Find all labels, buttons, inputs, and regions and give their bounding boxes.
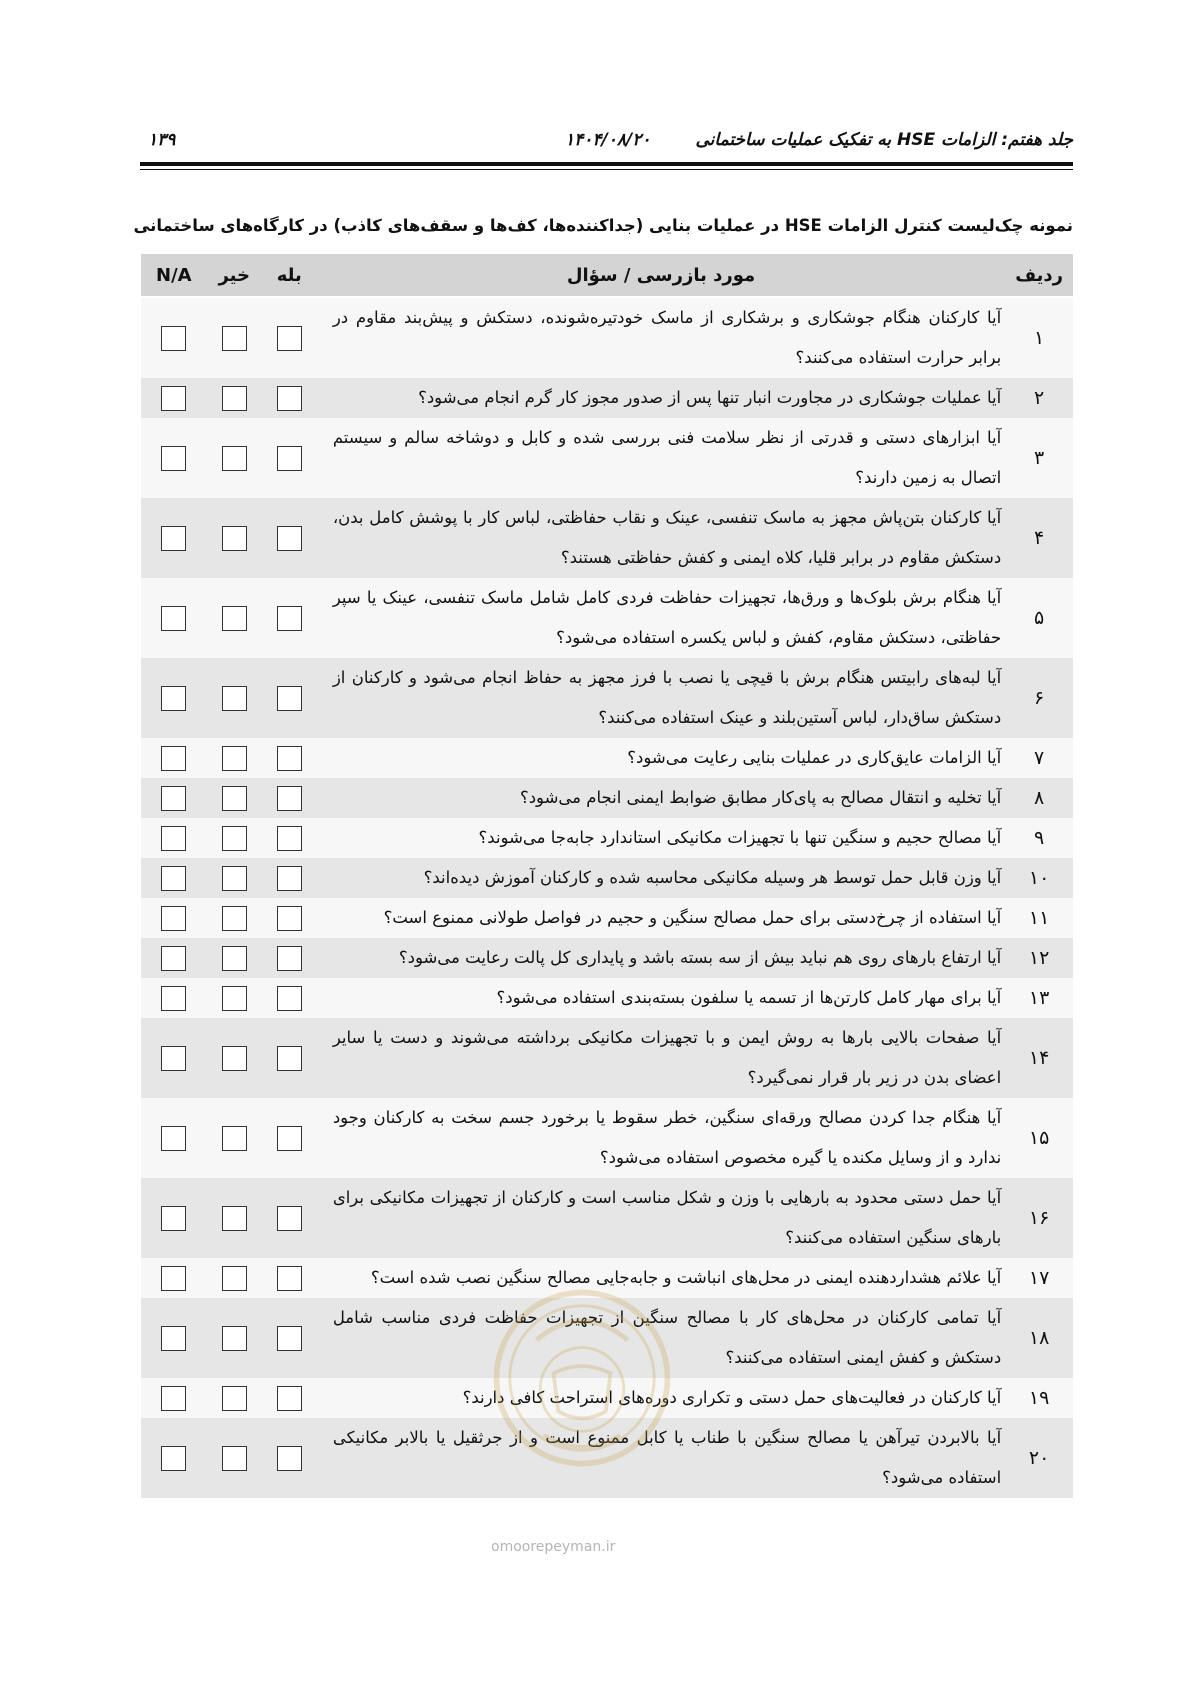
yes-checkbox[interactable] (277, 446, 302, 471)
row-number: ۱۱ (1005, 898, 1073, 938)
column-header-na: N/A (141, 254, 207, 297)
running-title: جلد هفتم: الزامات HSE به تفکیک عملیات ساختمانی (695, 130, 1073, 150)
table-row (141, 778, 1073, 818)
yes-checkbox[interactable] (277, 826, 302, 851)
row-number: ۱۸ (1005, 1298, 1073, 1378)
table-row (141, 818, 1073, 858)
row-number: ۲ (1005, 378, 1073, 418)
yes-checkbox[interactable] (277, 386, 302, 411)
row-number: ۱۶ (1005, 1178, 1073, 1258)
na-checkbox[interactable] (161, 1326, 186, 1351)
yes-checkbox[interactable] (277, 1126, 302, 1151)
na-checkbox[interactable] (161, 786, 186, 811)
question-text: آیا مصالح حجیم و سنگین تنها با تجهیزات مکانیکی استاندارد جابه‌جا می‌شوند؟ (317, 818, 1005, 858)
question-text: آیا ابزارهای دستی و قدرتی از نظر سلامت فنی بررسی شده و کابل و دوشاخه سالم و سیستم اتصال به زمین دارند؟ (317, 418, 1005, 498)
na-checkbox[interactable] (161, 1266, 186, 1291)
yes-checkbox[interactable] (277, 326, 302, 351)
no-checkbox[interactable] (222, 946, 247, 971)
na-checkbox[interactable] (161, 1386, 186, 1411)
page-header (140, 130, 1073, 156)
row-number: ۹ (1005, 818, 1073, 858)
yes-checkbox[interactable] (277, 906, 302, 931)
na-checkbox[interactable] (161, 906, 186, 931)
no-checkbox[interactable] (222, 1206, 247, 1231)
no-checkbox[interactable] (222, 1326, 247, 1351)
yes-checkbox[interactable] (277, 786, 302, 811)
row-number: ۴ (1005, 498, 1073, 578)
na-checkbox[interactable] (161, 326, 186, 351)
na-checkbox[interactable] (161, 686, 186, 711)
na-checkbox[interactable] (161, 386, 186, 411)
yes-checkbox[interactable] (277, 1206, 302, 1231)
row-number: ۵ (1005, 578, 1073, 658)
table-row (141, 1098, 1073, 1178)
yes-checkbox[interactable] (277, 746, 302, 771)
row-number: ۳ (1005, 418, 1073, 498)
table-row (141, 297, 1073, 378)
row-number: ۶ (1005, 658, 1073, 738)
table-row (141, 738, 1073, 778)
no-checkbox[interactable] (222, 526, 247, 551)
question-text: آیا هنگام برش بلوک‌ها و ورق‌ها، تجهیزات حفاظت فردی کامل شامل ماسک تنفسی، عینک یا سپر حفاظتی، دستکش مقاوم، کفش و لباس یکسره استفاده می‌شود؟ (317, 578, 1005, 658)
no-checkbox[interactable] (222, 746, 247, 771)
yes-checkbox[interactable] (277, 1446, 302, 1471)
no-checkbox[interactable] (222, 686, 247, 711)
row-number: ۱۲ (1005, 938, 1073, 978)
table-row (141, 578, 1073, 658)
column-header-item: مورد بازرسی / سؤال (317, 254, 1005, 297)
table-row (141, 418, 1073, 498)
watermark-text: omoorepeyman.ir (491, 1539, 616, 1555)
na-checkbox[interactable] (161, 1126, 186, 1151)
table-row (141, 658, 1073, 738)
yes-checkbox[interactable] (277, 866, 302, 891)
no-checkbox[interactable] (222, 326, 247, 351)
question-text: آیا علائم هشداردهنده ایمنی در محل‌های انباشت و جابه‌جایی مصالح سنگین نصب شده است؟ (317, 1258, 1005, 1298)
yes-checkbox[interactable] (277, 526, 302, 551)
row-number: ۱ (1005, 297, 1073, 378)
column-header-yes: بله (262, 254, 317, 297)
table-row (141, 938, 1073, 978)
no-checkbox[interactable] (222, 1126, 247, 1151)
question-text: آیا بالابردن تیرآهن یا مصالح سنگین با طناب یا کابل ممنوع است و از جرثقیل یا بالابر مکانیکی استفاده می‌شود؟ (317, 1418, 1005, 1498)
no-checkbox[interactable] (222, 386, 247, 411)
na-checkbox[interactable] (161, 746, 186, 771)
yes-checkbox[interactable] (277, 1046, 302, 1071)
yes-checkbox[interactable] (277, 606, 302, 631)
no-checkbox[interactable] (222, 1266, 247, 1291)
na-checkbox[interactable] (161, 606, 186, 631)
na-checkbox[interactable] (161, 1206, 186, 1231)
table-row (141, 898, 1073, 938)
na-checkbox[interactable] (161, 946, 186, 971)
row-number: ۱۳ (1005, 978, 1073, 1018)
yes-checkbox[interactable] (277, 946, 302, 971)
question-text: آیا الزامات عایق‌کاری در عملیات بنایی رعایت می‌شود؟ (317, 738, 1005, 778)
column-header-no: خیر (207, 254, 262, 297)
yes-checkbox[interactable] (277, 1386, 302, 1411)
page-number: ۱۳۹ (148, 130, 176, 150)
watermark-seal-icon (487, 1283, 677, 1473)
row-number: ۱۷ (1005, 1258, 1073, 1298)
no-checkbox[interactable] (222, 786, 247, 811)
table-caption: نمونه چک‌لیست کنترل الزامات HSE در عملیات بنایی (جداکننده‌ها، کف‌ها و سقف‌های کاذب) در کارگاه‌های ساختمانی (133, 216, 1073, 235)
question-text: آیا وزن قابل حمل توسط هر وسیله مکانیکی محاسبه شده و کارکنان آموزش دیده‌اند؟ (317, 858, 1005, 898)
no-checkbox[interactable] (222, 906, 247, 931)
header-rule-thin (140, 169, 1073, 170)
yes-checkbox[interactable] (277, 1266, 302, 1291)
no-checkbox[interactable] (222, 826, 247, 851)
table-row (141, 858, 1073, 898)
yes-checkbox[interactable] (277, 686, 302, 711)
question-text: آیا کارکنان هنگام جوشکاری و برشکاری از ماسک خودتیره‌شونده، دستکش و پیش‌بند مقاوم در برابر حرارت استفاده می‌کنند؟ (317, 297, 1005, 378)
no-checkbox[interactable] (222, 446, 247, 471)
question-text: آیا لبه‌های رابیتس هنگام برش با قیچی یا نصب با فرز مجهز به حفاظ انجام می‌شود و کارکنان از دستکش ساق‌دار، لباس آستین‌بلند و عینک استفاده می‌کنند؟ (317, 658, 1005, 738)
no-checkbox[interactable] (222, 1446, 247, 1471)
na-checkbox[interactable] (161, 526, 186, 551)
column-header-row-number: ردیف (1005, 254, 1073, 297)
question-text: آیا هنگام جدا کردن مصالح ورقه‌ای سنگین، خطر سقوط یا برخورد جسم سخت به کارکنان وجود ندارد و از وسایل مکنده یا گیره مخصوص استفاده می‌شود؟ (317, 1098, 1005, 1178)
question-text: آیا عملیات جوشکاری در مجاورت انبار تنها پس از صدور مجوز کار گرم انجام می‌شود؟ (317, 378, 1005, 418)
row-number: ۸ (1005, 778, 1073, 818)
na-checkbox[interactable] (161, 986, 186, 1011)
question-text: آیا کارکنان بتن‌پاش مجهز به ماسک تنفسی، عینک و نقاب حفاظتی، لباس کار با پوشش کامل بدن، دستکش مقاوم در برابر قلیا، کلاه ایمنی و کفش حفاظتی هستند؟ (317, 498, 1005, 578)
question-text: آیا برای مهار کامل کارتن‌ها از تسمه یا سلفون بسته‌بندی استفاده می‌شود؟ (317, 978, 1005, 1018)
table-header-row (141, 254, 1073, 297)
no-checkbox[interactable] (222, 1046, 247, 1071)
na-checkbox[interactable] (161, 866, 186, 891)
question-text: آیا ارتفاع بارهای روی هم نباید بیش از سه بسته باشد و پایداری کل پالت رعایت می‌شود؟ (317, 938, 1005, 978)
na-checkbox[interactable] (161, 1046, 186, 1071)
row-number: ۱۴ (1005, 1018, 1073, 1098)
table-row (141, 498, 1073, 578)
row-number: ۱۰ (1005, 858, 1073, 898)
na-checkbox[interactable] (161, 1446, 186, 1471)
row-number: ۱۹ (1005, 1378, 1073, 1418)
na-checkbox[interactable] (161, 446, 186, 471)
no-checkbox[interactable] (222, 986, 247, 1011)
question-text: آیا تمامی کارکنان در محل‌های کار با مصالح سنگین از تجهیزات حفاظت فردی مناسب شامل دستکش و کفش ایمنی استفاده می‌کنند؟ (317, 1298, 1005, 1378)
question-text: آیا تخلیه و انتقال مصالح به پای‌کار مطابق ضوابط ایمنی انجام می‌شود؟ (317, 778, 1005, 818)
table-row (141, 378, 1073, 418)
question-text: آیا کارکنان در فعالیت‌های حمل دستی و تکراری دوره‌های استراحت کافی دارند؟ (317, 1378, 1005, 1418)
yes-checkbox[interactable] (277, 1326, 302, 1351)
question-text: آیا حمل دستی محدود به بارهایی با وزن و شکل مناسب است و کارکنان از تجهیزات مکانیکی برای بارهای سنگین استفاده می‌کنند؟ (317, 1178, 1005, 1258)
row-number: ۱۵ (1005, 1098, 1073, 1178)
question-text: آیا صفحات بالایی بارها به روش ایمن و با تجهیزات مکانیکی برداشته می‌شوند و دست یا سایر اعضای بدن در زیر بار قرار نمی‌گیرد؟ (317, 1018, 1005, 1098)
question-text: آیا استفاده از چرخ‌دستی برای حمل مصالح سنگین و حجیم در فواصل طولانی ممنوع است؟ (317, 898, 1005, 938)
yes-checkbox[interactable] (277, 986, 302, 1011)
row-number: ۷ (1005, 738, 1073, 778)
no-checkbox[interactable] (222, 606, 247, 631)
table-row (141, 1178, 1073, 1258)
no-checkbox[interactable] (222, 866, 247, 891)
no-checkbox[interactable] (222, 1386, 247, 1411)
table-row (141, 1018, 1073, 1098)
na-checkbox[interactable] (161, 826, 186, 851)
row-number: ۲۰ (1005, 1418, 1073, 1498)
header-rule-thick (140, 162, 1073, 166)
header-date: ۱۴۰۴/۰۸/۲۰ (565, 130, 651, 150)
table-row (141, 978, 1073, 1018)
